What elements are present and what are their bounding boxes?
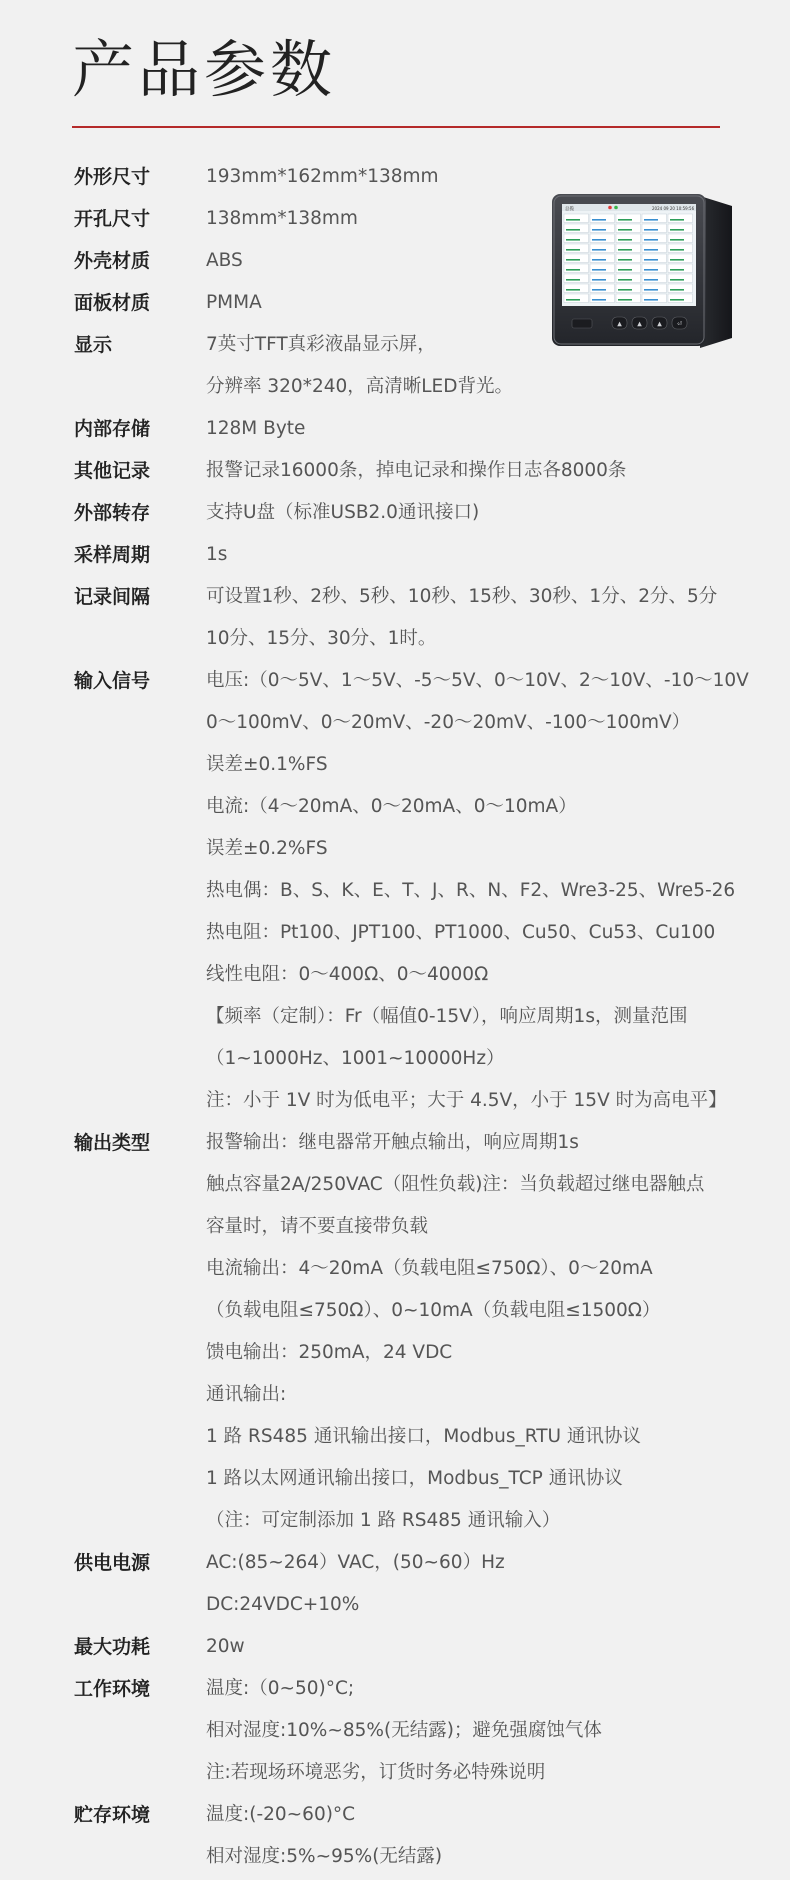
svg-text:▲: ▲ bbox=[617, 320, 622, 328]
screen-timestamp: 2024 09 20 10:59:56 bbox=[652, 206, 695, 211]
screen-channel-cell bbox=[616, 274, 641, 283]
svg-text:▲: ▲ bbox=[637, 320, 642, 328]
spec-row bbox=[0, 1542, 790, 1626]
screen-channel-cell bbox=[590, 234, 615, 243]
screen-channel-grid bbox=[564, 214, 693, 303]
screen-channel-cell bbox=[564, 234, 589, 243]
spec-value-line: 注:若现场环境恶劣，订货时务必特殊说明 bbox=[206, 1762, 546, 1783]
spec-label: 输出类型 bbox=[74, 1132, 151, 1154]
spec-label: 采样周期 bbox=[74, 544, 151, 566]
spec-value-line: AC:(85~264）VAC，(50~60）Hz bbox=[206, 1552, 505, 1573]
page-title: 产品参数 bbox=[72, 33, 337, 106]
spec-value-line: 通讯输出: bbox=[206, 1384, 287, 1405]
screen-channel-cell bbox=[564, 254, 589, 263]
spec-value-line: 1 路以太网通讯输出接口，Modbus_TCP 通讯协议 bbox=[206, 1468, 623, 1489]
spec-value-line: 热电偶：B、S、K、E、T、J、R、N、F2、Wre3-25、Wre5-26 bbox=[206, 880, 736, 901]
spec-value-line: 报警记录16000条，掉电记录和操作日志各8000条 bbox=[206, 460, 627, 481]
spec-label: 外壳材质 bbox=[74, 250, 151, 272]
screen-channel-cell bbox=[668, 264, 693, 273]
spec-row bbox=[0, 450, 790, 492]
screen-channel-cell bbox=[668, 234, 693, 243]
screen-channel-cell bbox=[590, 224, 615, 233]
usb-port bbox=[572, 319, 592, 328]
screen-channel-cell bbox=[668, 244, 693, 253]
screen-channel-cell bbox=[616, 264, 641, 273]
screen-channel-cell bbox=[590, 284, 615, 293]
spec-value-line: 【频率（定制）：Fr（幅值0-15V），响应周期1s，测量范围 bbox=[206, 1006, 688, 1027]
spec-value-line: 触点容量2A/250VAC（阻性负载)注：当负载超过继电器触点 bbox=[206, 1174, 705, 1195]
screen-channel-cell bbox=[564, 224, 589, 233]
spec-value-line: 热电阻：Pt100、JPT100、PT1000、Cu50、Cu53、Cu100 bbox=[206, 922, 716, 943]
spec-value-line: 电流输出：4～20mA（负载电阻≤750Ω）、0～20mA bbox=[206, 1258, 653, 1279]
screen-channel-cell bbox=[668, 254, 693, 263]
spec-value-line: 138mm*138mm bbox=[206, 208, 358, 229]
spec-value-line: 电压:（0～5V、1～5V、-5～5V、0～10V、2～10V、-10～10V bbox=[206, 670, 749, 691]
spec-value-line: 7英寸TFT真彩液晶显示屏， bbox=[206, 334, 436, 355]
spec-value-line: 相对湿度:10%~85%(无结露)；避免强腐蚀气体 bbox=[206, 1720, 602, 1741]
spec-value-line: 误差±0.2%FS bbox=[206, 838, 328, 859]
screen-channel-cell bbox=[668, 274, 693, 283]
spec-label: 外部转存 bbox=[74, 502, 151, 524]
spec-value-line: 容量时，请不要直接带负载 bbox=[206, 1216, 429, 1237]
spec-value-line: 馈电输出：250mA，24 VDC bbox=[206, 1342, 453, 1363]
spec-label: 输入信号 bbox=[74, 670, 151, 692]
spec-label: 最大功耗 bbox=[74, 1636, 151, 1658]
spec-label: 开孔尺寸 bbox=[74, 208, 151, 230]
screen-channel-cell bbox=[590, 214, 615, 223]
screen-channel-cell bbox=[642, 254, 667, 263]
screen-menu-text: 总揽 bbox=[565, 207, 574, 212]
screen-channel-cell bbox=[642, 284, 667, 293]
spec-value-line: 误差±0.1%FS bbox=[206, 754, 328, 775]
spec-label: 其他记录 bbox=[74, 460, 151, 482]
spec-row bbox=[0, 492, 790, 534]
screen-channel-cell bbox=[642, 294, 667, 303]
spec-row bbox=[0, 408, 790, 450]
spec-value-line: 128M Byte bbox=[206, 418, 306, 439]
spec-value-line: PMMA bbox=[206, 292, 262, 313]
spec-value-line: 报警输出：继电器常开触点输出，响应周期1s bbox=[206, 1132, 579, 1153]
spec-row bbox=[0, 1794, 790, 1878]
screen-channel-cell bbox=[590, 274, 615, 283]
spec-value-line: 193mm*162mm*138mm bbox=[206, 166, 439, 187]
spec-row bbox=[0, 1626, 790, 1668]
spec-row bbox=[0, 1122, 790, 1542]
screen-channel-cell bbox=[616, 254, 641, 263]
device-image bbox=[550, 188, 736, 358]
screen-channel-cell bbox=[642, 244, 667, 253]
spec-label: 工作环境 bbox=[74, 1678, 151, 1700]
spec-value-line: 1 路 RS485 通讯输出接口，Modbus_RTU 通讯协议 bbox=[206, 1426, 641, 1447]
spec-value-line: 分辨率 320*240，高清晰LED背光。 bbox=[206, 376, 513, 397]
screen-channel-cell bbox=[564, 244, 589, 253]
spec-value-line: 线性电阻：0～400Ω、0～4000Ω bbox=[206, 964, 489, 985]
spec-label: 记录间隔 bbox=[74, 586, 151, 608]
svg-text:▲: ▲ bbox=[657, 320, 662, 328]
spec-label: 面板材质 bbox=[74, 292, 151, 314]
screen-channel-cell bbox=[590, 244, 615, 253]
spec-value-line: 1s bbox=[206, 544, 228, 565]
spec-value-line: 相对湿度:5%~95%(无结露) bbox=[206, 1846, 443, 1867]
screen-channel-cell bbox=[642, 274, 667, 283]
screen-channel-cell bbox=[590, 294, 615, 303]
screen-channel-cell bbox=[616, 234, 641, 243]
screen-channel-cell bbox=[564, 274, 589, 283]
spec-value-line: DC:24VDC+10% bbox=[206, 1594, 360, 1615]
spec-row bbox=[0, 534, 790, 576]
spec-value-line: 10分、15分、30分、1时。 bbox=[206, 628, 437, 649]
screen-channel-cell bbox=[616, 224, 641, 233]
spec-value-line: 20w bbox=[206, 1636, 245, 1657]
screen-channel-cell bbox=[564, 264, 589, 273]
title-divider bbox=[72, 126, 720, 128]
spec-label: 内部存储 bbox=[74, 418, 151, 440]
screen-channel-cell bbox=[642, 234, 667, 243]
screen-channel-cell bbox=[616, 214, 641, 223]
screen-channel-cell bbox=[564, 284, 589, 293]
screen-channel-cell bbox=[668, 284, 693, 293]
svg-text:⏎: ⏎ bbox=[676, 320, 683, 328]
spec-value-line: ABS bbox=[206, 250, 243, 271]
spec-row bbox=[0, 576, 790, 660]
screen-channel-cell bbox=[616, 244, 641, 253]
screen-channel-cell bbox=[642, 224, 667, 233]
screen-channel-cell bbox=[564, 294, 589, 303]
screen-channel-cell bbox=[668, 214, 693, 223]
spec-label: 供电电源 bbox=[74, 1552, 151, 1574]
spec-value-line: （1~1000Hz、1001~10000Hz） bbox=[206, 1048, 505, 1069]
screen-channel-cell bbox=[564, 214, 589, 223]
screen-channel-cell bbox=[616, 294, 641, 303]
spec-row bbox=[0, 1668, 790, 1794]
spec-value-line: 0～100mV、0～20mV、-20～20mV、-100～100mV） bbox=[206, 712, 691, 733]
spec-row bbox=[0, 660, 790, 1122]
spec-value-line: 支持U盘（标准USB2.0通讯接口) bbox=[206, 502, 480, 523]
spec-value-line: 注：小于 1V 时为低电平；大于 4.5V，小于 15V 时为高电平】 bbox=[206, 1090, 727, 1111]
screen-channel-cell bbox=[642, 214, 667, 223]
spec-value-line: 可设置1秒、2秒、5秒、10秒、15秒、30秒、1分、2分、5分 bbox=[206, 586, 718, 607]
screen-channel-cell bbox=[590, 254, 615, 263]
screen-channel-cell bbox=[668, 224, 693, 233]
spec-label: 贮存环境 bbox=[74, 1804, 151, 1826]
spec-list bbox=[0, 156, 790, 1878]
screen-channel-cell bbox=[642, 264, 667, 273]
spec-value-line: （注：可定制添加 1 路 RS485 通讯输入） bbox=[206, 1510, 561, 1531]
spec-value-line: 电流:（4～20mA、0～20mA、0～10mA） bbox=[206, 796, 577, 817]
spec-value-line: 温度:（0~50)°C; bbox=[206, 1678, 355, 1699]
spec-label: 显示 bbox=[74, 334, 113, 356]
screen-channel-cell bbox=[616, 284, 641, 293]
screen-channel-cell bbox=[668, 294, 693, 303]
screen-channel-cell bbox=[590, 264, 615, 273]
spec-label: 外形尺寸 bbox=[74, 166, 151, 188]
spec-value-line: （负载电阻≤750Ω）、0~10mA（负载电阻≤1500Ω） bbox=[206, 1300, 661, 1321]
spec-value-line: 温度:(-20~60)°C bbox=[206, 1804, 356, 1825]
